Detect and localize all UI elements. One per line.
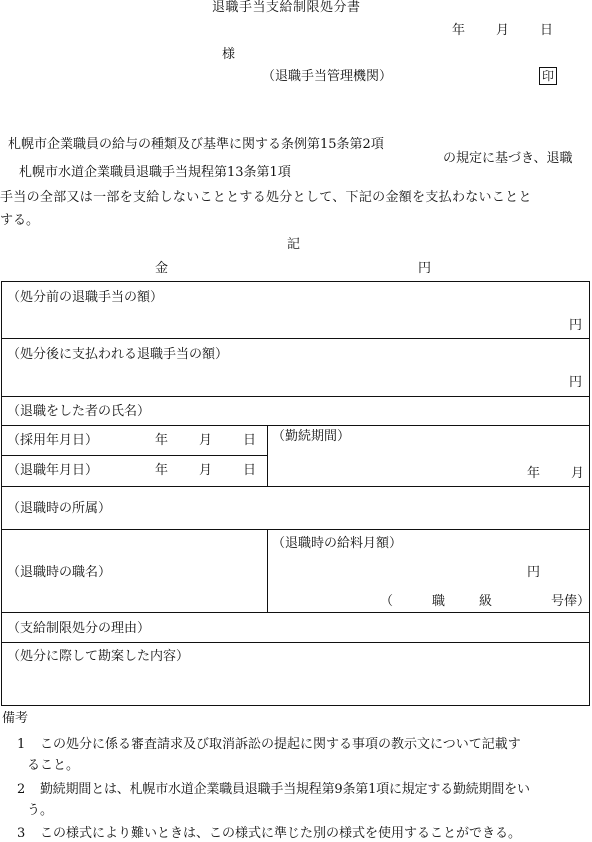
- note-number: 2: [17, 782, 26, 797]
- row-divider: [2, 642, 589, 643]
- date-year-label: 年: [452, 23, 466, 38]
- retire-date-label: （退職年月日）: [7, 463, 99, 478]
- ordinance-reference-2: 札幌市水道企業職員退職手当規程第13条第1項: [19, 165, 291, 180]
- hire-day-label: 日: [243, 433, 257, 448]
- note-number: 1: [17, 737, 26, 752]
- salary-unit: 円: [527, 565, 541, 580]
- ordinance-tail-text: の規定に基づき、退職: [443, 151, 573, 166]
- row-divider: [2, 455, 267, 456]
- pre-amount-label: （処分前の退職手当の額）: [7, 290, 164, 305]
- note-text-continued: ること。: [27, 758, 80, 773]
- issuing-organization: （退職手当管理機関）: [262, 69, 393, 84]
- reason-label: （支給制限処分の理由）: [7, 621, 151, 636]
- disposition-form-table: [1, 281, 590, 706]
- note-text: この様式により難いときは、この様式に準じた別の様式を使用することができる。: [40, 826, 522, 841]
- service-year-label: 年: [527, 466, 541, 481]
- ki-heading: 記: [287, 237, 301, 252]
- body-paragraph-line-1: 手当の全部又は一部を支給しないこととする処分として、下記の金額を支払わないことと: [0, 190, 532, 205]
- row-divider: [2, 486, 589, 487]
- addressee-suffix: 様: [222, 47, 236, 62]
- row-divider: [2, 529, 589, 530]
- note-text: この処分に係る審査請求及び取消訴訟の提起に関する事項の教示文について記載す: [40, 737, 521, 752]
- seal-mark: 印: [539, 67, 557, 85]
- post-amount-label: （処分後に支払われる退職手当の額）: [7, 347, 229, 362]
- retire-day-label: 日: [243, 463, 257, 478]
- note-text: 勤続期間とは、札幌市水道企業職員退職手当規程第9条第1項に規定する勤続期間をい: [40, 782, 530, 797]
- grade-gouhou-label: 号俸）: [551, 594, 591, 609]
- hire-month-label: 月: [199, 433, 213, 448]
- row-divider: [2, 396, 589, 397]
- column-divider: [267, 425, 268, 486]
- date-day-label: 日: [540, 23, 554, 38]
- amount-yen-label: 円: [418, 261, 432, 276]
- position-label: （退職時の職名）: [7, 565, 112, 580]
- grade-shoku-label: 職: [432, 594, 446, 609]
- retiree-name-label: （退職をした者の氏名）: [7, 404, 151, 419]
- pre-amount-unit: 円: [569, 318, 583, 333]
- row-divider: [2, 338, 589, 339]
- document-title: 退職手当支給制限処分書: [212, 0, 361, 15]
- row-divider: [2, 425, 589, 426]
- note-text-continued: う。: [27, 803, 54, 818]
- body-paragraph-line-2: する。: [0, 213, 40, 228]
- grade-kyu-label: 級: [479, 594, 493, 609]
- ordinance-reference-1: 札幌市企業職員の給与の種類及び基準に関する条例第15条第2項: [8, 137, 384, 152]
- service-period-label: （勤続期間）: [272, 429, 351, 444]
- retire-month-label: 月: [199, 463, 213, 478]
- considered-label: （処分に際して勘案した内容）: [7, 649, 190, 664]
- column-divider: [267, 529, 268, 612]
- hire-year-label: 年: [155, 433, 169, 448]
- note-number: 3: [17, 826, 26, 841]
- salary-label: （退職時の給料月額）: [272, 536, 403, 551]
- grade-open-paren: （: [380, 594, 394, 609]
- affiliation-label: （退職時の所属）: [7, 501, 112, 516]
- post-amount-unit: 円: [569, 375, 583, 390]
- hire-date-label: （採用年月日）: [7, 433, 99, 448]
- service-month-label: 月: [571, 466, 585, 481]
- date-month-label: 月: [496, 23, 510, 38]
- notes-heading: 備考: [2, 711, 29, 726]
- row-divider: [2, 612, 589, 613]
- amount-kin-label: 金: [155, 261, 169, 276]
- retire-year-label: 年: [155, 463, 169, 478]
